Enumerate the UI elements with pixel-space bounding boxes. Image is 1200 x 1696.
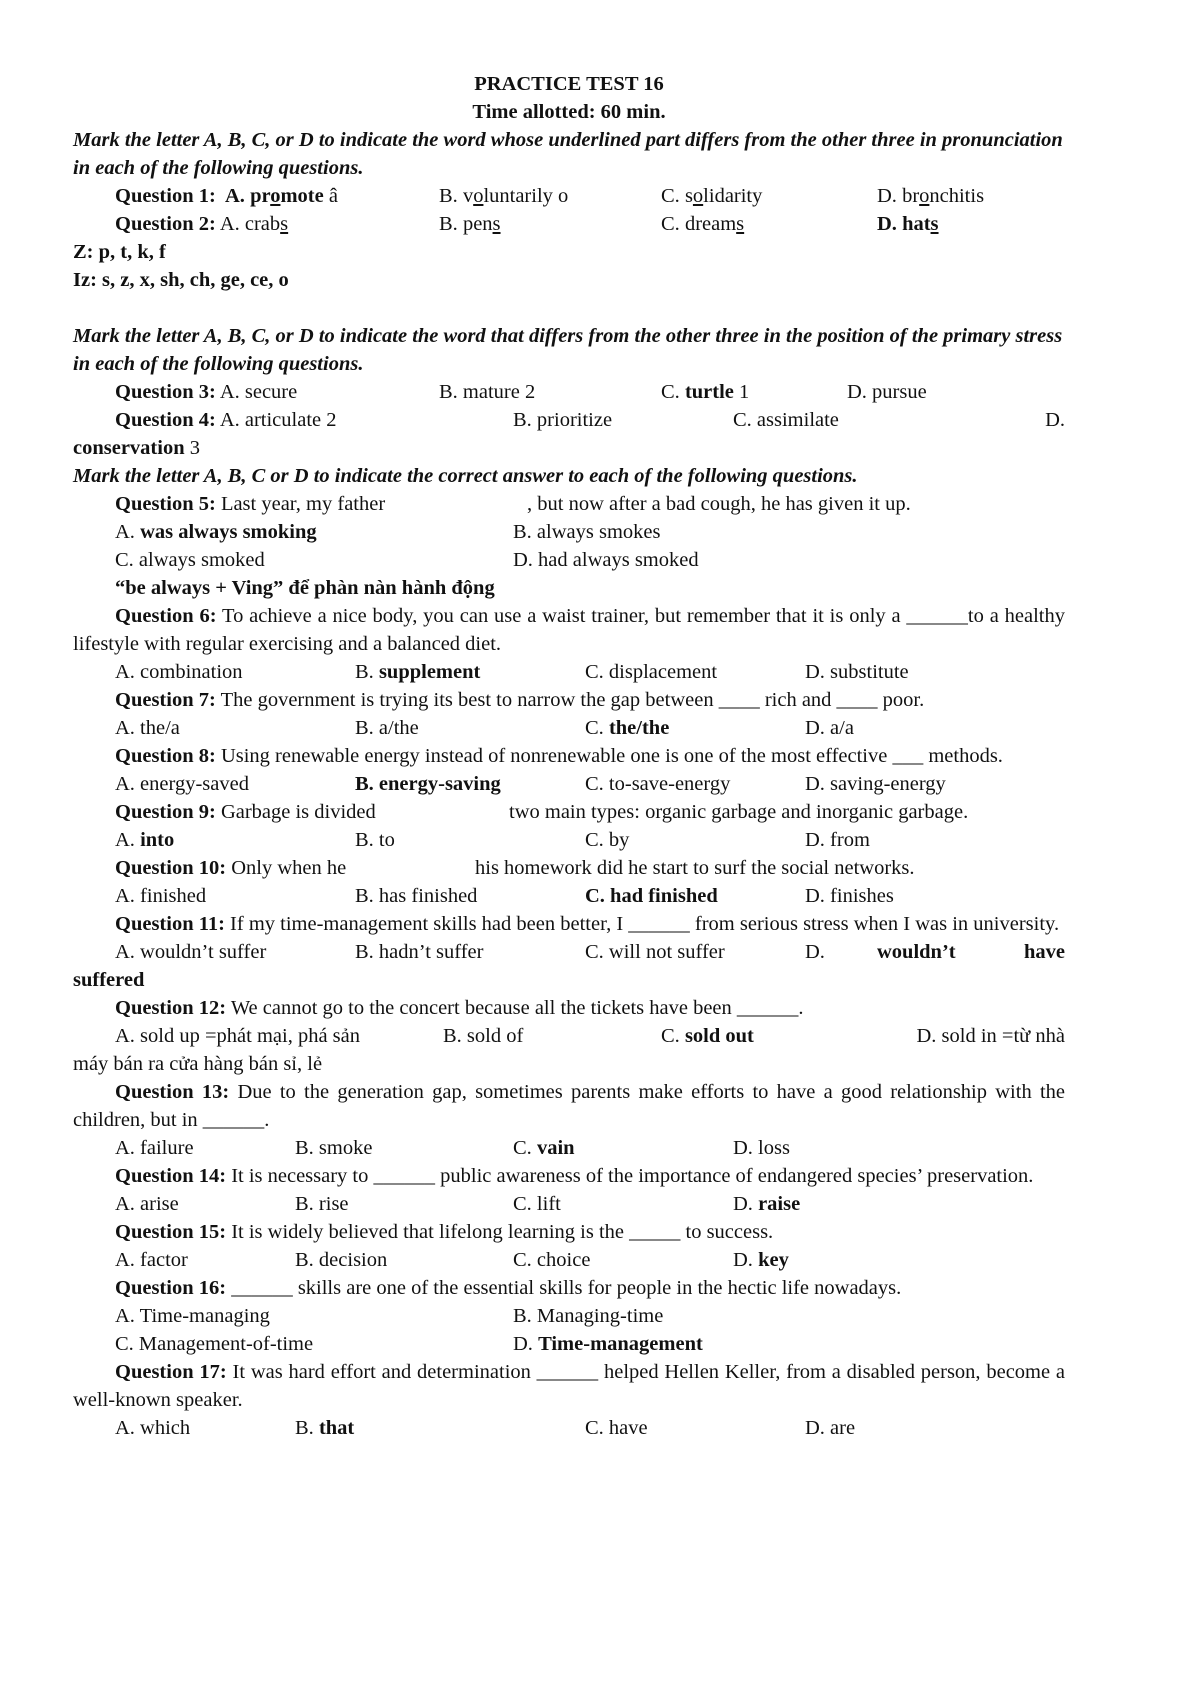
question-13: Question 13: Due to the generation gap, sometimes parents make efforts to have a good relationship with the children, but in ______.: [73, 1081, 1065, 1131]
option-c: C. to-save-energy: [585, 773, 731, 795]
answer-note: “be always + Ving” để phàn nàn hành động: [115, 577, 495, 599]
question-11-continued: suffered: [73, 969, 145, 991]
option-b: B. pens: [439, 213, 501, 235]
option-a: A. secure: [219, 381, 298, 403]
option-c: C. will not suffer: [585, 941, 725, 963]
options-row: [73, 882, 1065, 910]
options-row: [73, 938, 1065, 966]
options-row: [73, 1190, 1065, 1218]
options-row: [73, 518, 1065, 546]
option-b: B. sold of: [443, 1025, 524, 1047]
option-b: B. always smokes: [513, 521, 661, 543]
question-6: Question 6: To achieve a nice body, you can use a waist trainer, but remember that it is only a ______to a healthy lifestyle with regular exercising and a balanced diet.: [73, 605, 1065, 655]
option-b: B. hadn’t suffer: [355, 941, 484, 963]
question-16: Question 16: ______ skills are one of the essential skills for people in the hectic life nowadays.: [115, 1277, 902, 1299]
options-row: [73, 714, 1065, 742]
option-b: B. supplement: [355, 661, 481, 683]
option-b: B. to: [355, 829, 395, 851]
option-d-word: wouldn’t: [877, 941, 956, 963]
question-text: two main types: organic garbage and inorganic garbage.: [509, 801, 969, 823]
options-row: [73, 770, 1065, 798]
option-b: B. energy-saving: [355, 773, 501, 795]
question-label: Question 5:: [115, 493, 216, 515]
option-d: D. key: [733, 1249, 789, 1271]
question-label: Question 3:: [115, 381, 216, 403]
question-1: [73, 182, 1065, 210]
question-5: Question 5: Last year, my father , but now after a bad cough, he has given it up.: [73, 490, 1065, 518]
question-label: Question 1:: [115, 185, 216, 207]
page-title: PRACTICE TEST 16: [474, 73, 664, 95]
options-row: [73, 1134, 1065, 1162]
option-a: A. arise: [115, 1193, 179, 1215]
option-d: D. from: [805, 829, 870, 851]
option-b: B. smoke: [295, 1137, 373, 1159]
options-row: [73, 1246, 1065, 1274]
question-4: [73, 406, 1065, 434]
note-iz: Iz: s, z, x, sh, ch, ge, ce, o: [73, 269, 289, 291]
option-d-letter: D.: [805, 941, 825, 963]
option-d: D. pursue: [847, 381, 927, 403]
option-a: A. failure: [115, 1137, 194, 1159]
option-d: D. had always smoked: [513, 549, 699, 571]
option-c: C. solidarity: [661, 185, 763, 207]
question-14: Question 14: It is necessary to ______ public awareness of the importance of endangered species’ preservation.: [115, 1165, 1034, 1187]
option-d: D. a/a: [805, 717, 854, 739]
option-a: A. crabs: [219, 213, 289, 235]
option-c: C. lift: [513, 1193, 561, 1215]
option-c: C. Management-of-time: [115, 1333, 314, 1355]
option-c: C. always smoked: [115, 549, 265, 571]
option-c: C. sold out: [661, 1025, 754, 1047]
option-d-word: conservation: [73, 437, 185, 459]
options-row: [73, 658, 1065, 686]
question-7: Question 7: The government is trying its best to narrow the gap between ____ rich and ____ poor.: [115, 689, 925, 711]
option-d: D. finishes: [805, 885, 894, 907]
option-a: A. articulate 2: [219, 409, 337, 431]
option-c: C. turtle 1: [661, 381, 750, 403]
question-17: Question 17: It was hard effort and determination ______ helped Hellen Keller, from a disabled person, become a well-known speaker.: [73, 1361, 1065, 1411]
option-c: C. assimilate: [733, 409, 839, 431]
option-d: D. substitute: [805, 661, 909, 683]
options-row: [73, 1022, 1065, 1050]
option-d: D. raise: [733, 1193, 801, 1215]
question-label: Question 2:: [115, 213, 216, 235]
option-b: B. has finished: [355, 885, 478, 907]
option-d: D. saving-energy: [805, 773, 946, 795]
option-b: B. voluntarily o: [439, 185, 569, 207]
option-d-word: have: [1024, 941, 1065, 963]
option-c: C. by: [585, 829, 630, 851]
option-b: B. Managing-time: [513, 1305, 664, 1327]
question-label: Question 9:: [115, 801, 216, 823]
options-row: [73, 1414, 1065, 1442]
option-b: B. prioritize: [513, 409, 613, 431]
option-c: C. have: [585, 1417, 648, 1439]
option-c: C. dreams: [661, 213, 745, 235]
option-b: B. rise: [295, 1193, 349, 1215]
question-label: Question 4:: [115, 409, 216, 431]
option-a: A. promote â: [225, 185, 338, 207]
option-d: D. are: [805, 1417, 856, 1439]
exam-page: [73, 70, 1065, 1442]
option-d: D. bronchitis: [877, 185, 985, 207]
option-b: B. mature 2: [439, 381, 536, 403]
option-d-continued: máy bán ra cửa hàng bán sỉ, lẻ: [73, 1053, 323, 1075]
question-15: Question 15: It is widely believed that lifelong learning is the _____ to success.: [115, 1221, 774, 1243]
option-b: B. a/the: [355, 717, 419, 739]
question-3: [73, 378, 1065, 406]
instruction-correct-answer: Mark the letter A, B, C or D to indicate the correct answer to each of the following questions.: [73, 465, 858, 487]
option-a: A. Time-managing: [115, 1305, 270, 1327]
option-b: B. decision: [295, 1249, 388, 1271]
option-c: C. choice: [513, 1249, 591, 1271]
question-4-continued: conservation 3: [73, 437, 200, 459]
question-8: Question 8: Using renewable energy instead of nonrenewable one is one of the most effective ___ methods.: [115, 745, 1003, 767]
option-c: C. the/the: [585, 717, 670, 739]
question-10: Question 10: Only when he his homework did he start to surf the social networks.: [73, 854, 1065, 882]
option-c: C. vain: [513, 1137, 575, 1159]
question-text: , but now after a bad cough, he has given it up.: [527, 493, 911, 515]
question-text: his homework did he start to surf the social networks.: [475, 857, 915, 879]
option-a: A. energy-saved: [115, 773, 249, 795]
option-a: A. combination: [115, 661, 243, 683]
option-b: B. that: [295, 1417, 355, 1439]
option-c: C. had finished: [585, 885, 718, 907]
question-label: Question 10:: [115, 857, 227, 879]
option-a: A. factor: [115, 1249, 188, 1271]
question-11: Question 11: If my time-management skills had been better, I ______ from serious stress when I was in university.: [115, 913, 1060, 935]
question-2: [73, 210, 1065, 238]
option-a: A. sold up =phát mại, phá sản: [115, 1025, 360, 1047]
option-a: A. which: [115, 1417, 191, 1439]
options-row: [73, 1330, 1065, 1358]
instruction-stress: Mark the letter A, B, C, or D to indicate the word that differs from the other three in the position of the primary stress in each of the following questions.: [73, 325, 1063, 375]
option-c: C. displacement: [585, 661, 718, 683]
option-d: D. Time-management: [513, 1333, 703, 1355]
option-a: A. was always smoking: [115, 521, 317, 543]
instruction-pronunciation: Mark the letter A, B, C, or D to indicate the word whose underlined part differs from the other three in pronunciation in each of the following questions.: [73, 129, 1063, 179]
question-9: Question 9: Garbage is divided two main types: organic garbage and inorganic garbage.: [73, 798, 1065, 826]
option-a: A. wouldn’t suffer: [115, 941, 267, 963]
options-row: [73, 1302, 1065, 1330]
option-d: D. loss: [733, 1137, 790, 1159]
options-row: [73, 826, 1065, 854]
option-a: A. the/a: [115, 717, 180, 739]
note-z: Z: p, t, k, f: [73, 241, 166, 263]
question-12: Question 12: We cannot go to the concert because all the tickets have been ______.: [115, 997, 804, 1019]
option-d-letter: D.: [1045, 409, 1065, 431]
option-a: A. finished: [115, 885, 207, 907]
time-allotted: Time allotted: 60 min.: [472, 101, 666, 123]
option-d: D. hats: [877, 213, 939, 235]
option-a: A. into: [115, 829, 175, 851]
option-d: D. sold in =từ nhà: [916, 1025, 1065, 1047]
options-row: [73, 546, 1065, 574]
